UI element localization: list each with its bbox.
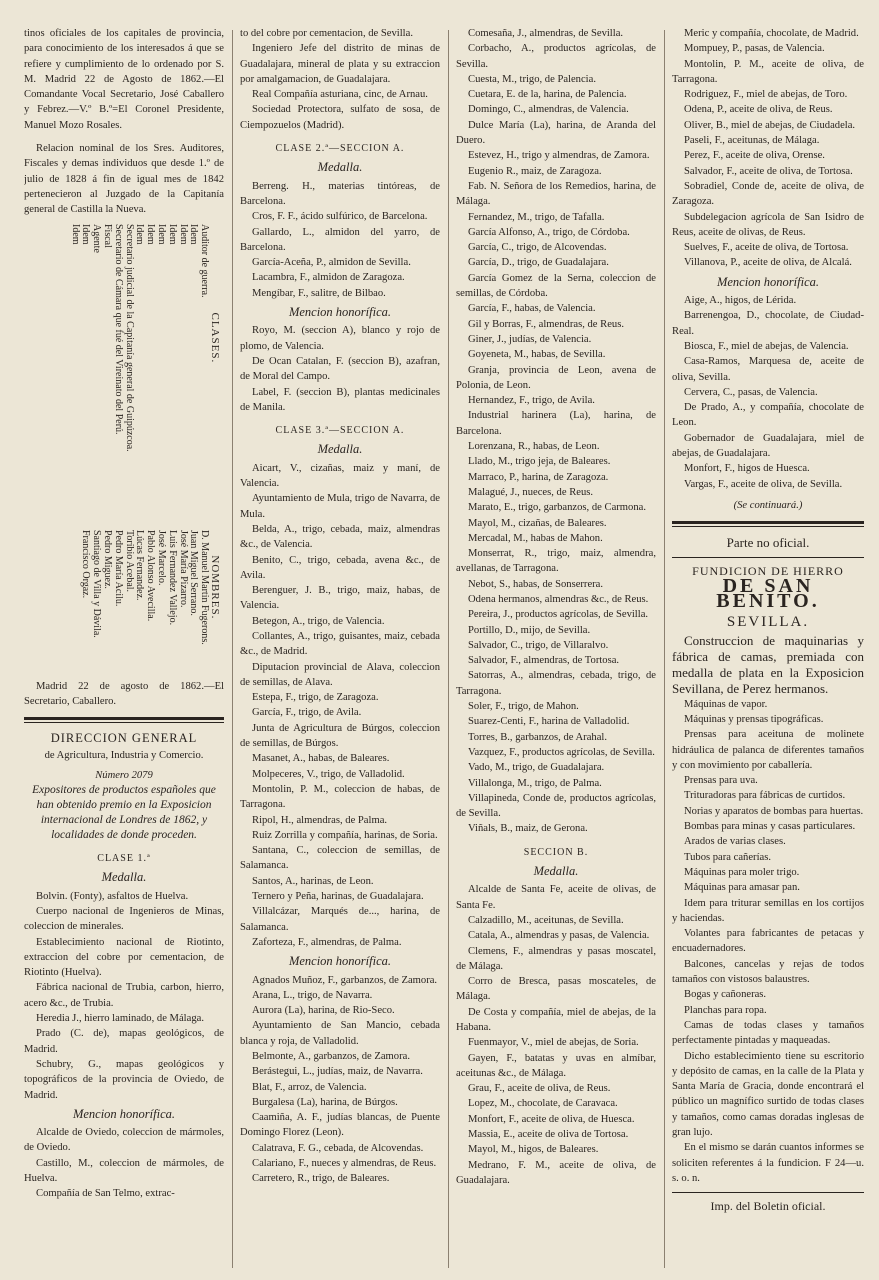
ad-item: Dicho establecimiento tiene su escritorio y depósito de camas, en la calle de la Plata y Santa María de Gracia, donde encontrará el público un magnífico surtido de todas clases y tamaños, como camas doradas inglesas de gran lujo. — [672, 1050, 864, 1138]
list-item: García, D., trigo, de Guadalajara. — [468, 257, 609, 269]
list-item: Cervera, C., pasas, de Valencia. — [684, 386, 818, 398]
list-item: Lopez, M., chocolate, de Caravaca. — [468, 1098, 618, 1110]
list-item: Calatrava, F. G., cebada, de Alcovendas. — [252, 1142, 424, 1154]
list-item: Betegon, A., trigo, de Valencia. — [252, 615, 385, 627]
nombres-item: Francisco Orgaz. — [80, 529, 92, 598]
clases-item: Idem — [166, 223, 178, 245]
list-item: Establecimiento nacional de Riotinto, extraccion del cobre por cementacion, de Riotinto (Huelva). — [24, 936, 224, 979]
list-item: Berástegui, L., judías, maiz, de Navarra. — [252, 1066, 423, 1078]
list-item: Blat, F., arroz, de Valencia. — [252, 1081, 367, 1093]
list-item: Zaforteza, F., almendras, de Palma. — [252, 936, 402, 948]
list-item: Carretero, R., trigo, de Baleares. — [252, 1173, 390, 1185]
column-4 — [672, 26, 864, 1276]
list-item: Cuesta, M., trigo, de Palencia. — [468, 73, 596, 85]
list-item: Villalonga, M., trigo, de Palma. — [468, 777, 602, 789]
list-item: Monfort, F., aceite de oliva, de Huesca. — [468, 1113, 635, 1125]
list-item: Alcalde de Santa Fe, aceite de olivas, de Santa Fe. — [456, 884, 656, 911]
list-item: Subdelegacion agrícola de San Isidro de Reus, aceite de olivas, de Reus. — [672, 211, 864, 238]
numero: Número 2079 — [95, 769, 153, 781]
intro-paragraph: tinos oficiales de los capitales de provincia, para conocimiento de los interesados á que se refiere y cumplimiento de lo ordenado por S. M. Madrid 22 de Agosto de 1862.—El Comandante Vocal Secretario, José Caballero y Febrez.—V.º B.º=El Coronel Presidente, Manuel Mozo Rosales. — [24, 28, 224, 131]
ad-item: Arados de varias clases. — [684, 836, 786, 848]
list-item: Estepa, F., trigo, de Zaragoza. — [252, 692, 379, 704]
single-rule — [672, 1192, 864, 1193]
column-divider — [232, 30, 233, 1268]
double-rule — [24, 717, 224, 723]
clases-item: Auditor de guerra. — [199, 223, 211, 298]
clases-item: Idem — [145, 223, 157, 245]
list-item: Ayuntamiento de Mula, trigo de Navarra, de Mula. — [240, 493, 440, 520]
list-item: Corbacho, A., productos agrícolas, de Sevilla. — [456, 43, 656, 70]
list-item: Ayuntamiento de San Mancio, cebada blanca y roja, de Valladolid. — [240, 1020, 440, 1047]
double-rule — [672, 521, 864, 527]
list-item: Belmonte, A., garbanzos, de Zamora. — [252, 1051, 410, 1062]
list-item: Prado (C. de), mapas geológicos, de Madrid. — [24, 1028, 224, 1055]
mencion-heading: Mencion honorífica. — [288, 954, 392, 969]
list-item: to del cobre por cementacion, de Sevilla. — [240, 28, 413, 39]
list-item: Gobernador de Guadalajara, miel de abejas, de Guadalajara. — [672, 432, 864, 460]
list-item: Mayol, M., higos, de Baleares. — [468, 1144, 599, 1156]
list-item: Medrano, F. M., aceite de oliva, de Guadalajara. — [456, 1159, 656, 1186]
list-item: Cuetara, E. de la, harina, de Palencia. — [468, 89, 627, 101]
list-item: Real Compañía asturiana, cinc, de Arnau. — [252, 89, 428, 101]
direccion-subtitle: de Agricultura, Industria y Comercio. — [44, 750, 204, 762]
list-item: Montolin, P. M., coleccion de habas, de Tarragona. — [240, 783, 440, 811]
list-item: Marraco, P., harina, de Zaragoza. — [468, 471, 609, 483]
ad-intro: Construccion de maquinarias y fábrica de camas, premiada con medalla de plata en la Exposicion Sevillana, de Perez hermanos. — [672, 632, 864, 696]
list-item: Viñals, B., maiz, de Gerona. — [468, 823, 588, 835]
mencion-heading: Mencion honorífica. — [72, 1106, 176, 1121]
nombres-item: Santiago de Villa y Dávila. — [91, 529, 103, 638]
list-item: Perez, F., aceite de oliva, Orense. — [684, 150, 825, 162]
list-item: Satorras, A., almendras, cebada, trigo, de Tarragona. — [456, 670, 656, 697]
list-item: Salvador, C., trigo, de Villaralvo. — [468, 639, 609, 651]
clases-item: Idem — [69, 223, 81, 245]
list-item: García Gomez de la Serna, coleccion de semillas, de Córdoba. — [456, 272, 656, 300]
ad-item: Bogas y cañoneras. — [684, 989, 767, 1001]
list-item: Arana, L., trigo, de Navarra. — [252, 989, 373, 1001]
list-item: Giner, J., judías, de Valencia. — [468, 333, 592, 345]
clases-item: Idem — [80, 223, 92, 245]
list-item: Corro de Bresca, pasas moscateles, de Málaga. — [456, 976, 656, 1003]
mencion-heading: Mencion honorífica. — [716, 274, 820, 289]
list-item: Masanet, A., habas, de Baleares. — [252, 753, 390, 765]
list-item: Barrenengoa, D., chocolate, de Ciudad-Real. — [672, 310, 864, 337]
list-item: Burgalesa (La), harina, de Búrgos. — [252, 1096, 398, 1108]
nombres-item: Lúcas Fernandez. — [134, 529, 146, 601]
clases-header: CLASES. — [209, 312, 221, 363]
ad-item: Trituradoras para fábricas de curtidos. — [684, 790, 846, 802]
clases-item: Idem — [156, 223, 168, 245]
list-item: Monfort, F., higos de Huesca. — [684, 463, 810, 475]
ad-item: Balcones, cancelas y rejas de todos tamaños con vistosos balaustres. — [672, 958, 864, 986]
list-item: De Prado, A., y compañía, chocolate de Leon. — [672, 402, 864, 429]
nombres-item: Pablo Alonso Avecilla. — [145, 529, 157, 621]
ad-item: Bombas para minas y casas particulares. — [684, 821, 856, 833]
list-item: Gil y Borras, F., almendras, de Reus. — [468, 318, 624, 330]
list-item: Bolvin. (Fonty), asfaltos de Huelva. — [36, 890, 189, 902]
list-item: Agnados Muñoz, F., garbanzos, de Zamora. — [252, 974, 438, 986]
medalla-heading: Medalla. — [101, 870, 147, 885]
clases-item: Secretario de Cámara que fué del Vireinato del Perú. — [112, 223, 124, 435]
clase-heading: CLASE 2.ª—SECCION A. — [275, 143, 405, 155]
san-benito-title: DE SAN BENITO. — [716, 574, 820, 613]
list-item: Estevez, H., trigo y almendras, de Zamora. — [468, 150, 650, 162]
list-item: Berenguer, J. B., trigo, maiz, habas, de Valencia. — [240, 585, 440, 612]
list-item: Gayen, F., batatas y uvas en almíbar, aceitunas &c., de Málaga. — [456, 1052, 656, 1079]
continuara-note: (Se continuará.) — [733, 499, 803, 511]
nombres-item: José María Pizarro. — [177, 529, 189, 608]
list-item: Ruiz Zorrilla y compañía, harinas, de Soria. — [252, 829, 438, 841]
list-item: Grau, F., aceite de oliva, de Reus. — [468, 1083, 611, 1095]
nombres-item: José Marcelo. — [156, 529, 168, 586]
column-1 — [24, 26, 224, 1276]
list-item: Ingeniero Jefe del distrito de minas de Guadalajara, mineral de plata y su extraccion por amalgamacion, de Guadalajara. — [240, 43, 440, 85]
list-item: Villapineda, Conde de, productos agrícolas, de Sevilla. — [456, 792, 656, 820]
rotated-table-names — [24, 530, 224, 675]
fundicion-title: FUNDICION DE HIERRO — [692, 563, 844, 578]
list-item: García-Aceña, P., almidon de Sevilla. — [252, 257, 411, 269]
list-item: De Costa y compañía, miel de abejas, de la Habana. — [456, 1006, 656, 1033]
list-item: Malagué, J., nueces, de Reus. — [468, 486, 594, 498]
list-item: Paseli, F., aceitunas, de Málaga. — [684, 135, 820, 147]
list-item: Soler, F., trigo, de Mahon. — [468, 701, 579, 713]
ad-item: Planchas para ropa. — [684, 1004, 767, 1016]
clases-item: Fiscal — [102, 223, 114, 248]
list-item: Calariano, F., nueces y almendras, de Reus. — [252, 1158, 437, 1170]
column-2 — [240, 26, 440, 1276]
clases-item: Idem — [177, 223, 189, 245]
list-item: Cros, F. F., ácido sulfúrico, de Barcelona. — [252, 211, 428, 223]
list-item: Clemens, F., almendras y pasas moscatel, de Málaga. — [456, 945, 656, 972]
list-item: Fab. N. Señora de los Remedios, harina, de Málaga. — [456, 180, 656, 208]
ad-item: Volantes para fabricantes de petacas y encuadernadores. — [672, 928, 864, 955]
list-item: Junta de Agricultura de Búrgos, coleccion de semillas, de Búrgos. — [240, 722, 440, 750]
list-item: Biosca, F., miel de abejas, de Valencia. — [684, 340, 849, 352]
nombres-header: NOMBRES. — [209, 554, 221, 619]
list-item: Marato, E., trigo, garbanzos, de Carmona. — [468, 502, 646, 514]
clases-item: Idem — [188, 223, 200, 245]
medalla-heading: Medalla. — [317, 160, 363, 175]
list-item: Montolin, P. M., aceite de oliva, de Tarragona. — [672, 58, 864, 85]
list-item: Cuerpo nacional de Ingenieros de Minas, coleccion de minerales. — [24, 905, 224, 933]
closing-line: Madrid 22 de agosto de 1862.—El Secretario, Caballero. — [24, 680, 224, 707]
ad-item: Idem para triturar semillas en los cortijos y haciendas. — [672, 897, 864, 924]
list-item: Fuenmayor, V., miel de abejas, de Soria. — [468, 1037, 639, 1049]
list-item: Villalcázar, Marqués de..., harina, de Salamanca. — [240, 906, 440, 933]
list-item: Oliver, B., miel de abejas, de Ciudadela. — [684, 119, 856, 131]
list-item: Lacambra, F., almidon de Zaragoza. — [252, 272, 405, 284]
list-item: Aicart, V., cizañas, maiz y maní, de Valencia. — [240, 462, 440, 490]
ad-item: Norias y aparatos de bombas para huertas. — [684, 805, 864, 817]
column-divider — [448, 30, 449, 1268]
nombres-item: Pedro María Acilu. — [112, 529, 124, 606]
ad-item: Camas de todas clases y tamaños perfectamente pintadas y maqueadas. — [672, 1019, 864, 1047]
clases-list — [69, 224, 220, 452]
list-item: Heredia J., hierro laminado, de Málaga. — [36, 1013, 204, 1025]
list-item: Suelves, F., aceite de oliva, de Tortosa. — [684, 242, 849, 254]
list-item: Salvador, F., aceite de oliva, de Tortosa. — [684, 165, 853, 177]
list-item: Royo, M. (seccion A), blanco y rojo de plomo, de Valencia. — [240, 325, 440, 352]
nombres-item: Toribio Acebal. — [123, 529, 135, 592]
list-item: Massia, E., aceite de oliva de Tortosa. — [468, 1129, 629, 1141]
expositores-title: Expositores de productos españoles que han obtenido premio en la Exposicion internacional de Londres de 1862, y localidades de donde proceden. — [32, 784, 216, 842]
ad-item: Máquinas de vapor. — [684, 698, 768, 710]
list-item: Fábrica nacional de Trubia, carbon, hierro, acero &c., de Trubia. — [24, 982, 224, 1009]
clases-item: Agente — [91, 223, 103, 253]
relacion-paragraph: Relacion nominal de los Sres. Auditores, Fiscales y demas individuos que desde 1.º de julio de 1828 á fin de igual mes de 1842 pertenecieron al Juzgado de la Capitanía general de Castilla la Nueva. — [24, 143, 224, 216]
list-item: Caamiña, A. F., judías blancas, de Puente Domingo Florez (Leon). — [240, 1112, 440, 1139]
list-item: Nebot, S., habas, de Sonserrera. — [468, 578, 604, 590]
sevilla-heading: SEVILLA. — [726, 614, 810, 631]
list-item: García, F., habas, de Valencia. — [468, 303, 596, 315]
list-item: Domingo, C., almendras, de Valencia. — [468, 104, 629, 116]
medalla-heading: Medalla. — [533, 864, 579, 879]
list-item: Vazquez, F., productos agrícolas, de Sevilla. — [468, 746, 655, 758]
list-item: Eugenio R., maiz, de Zaragoza. — [468, 165, 602, 177]
list-item: Compañía de San Telmo, extrac- — [36, 1188, 175, 1200]
list-item: Mayol, M., cizañas, de Baleares. — [468, 517, 607, 529]
list-item: Ternero y Peña, harinas, de Guadalajara. — [252, 891, 424, 903]
list-item: Belda, A., trigo, cebada, maiz, almendras &c., de Valencia. — [240, 523, 440, 551]
list-item: Odena hermanos, almendras &c., de Reus. — [468, 593, 649, 605]
list-item: Sobradiel, Conde de, aceite de oliva, de Zaragoza. — [672, 180, 864, 208]
list-item: Benito, C., trigo, cebada, avena &c., de Avila. — [240, 554, 440, 581]
list-item: Hernandez, F., trigo, de Avila. — [468, 395, 595, 407]
ad-item: Máquinas y prensas tipográficas. — [684, 713, 824, 725]
list-item: Sociedad Protectora, sulfato de sosa, de Ciempozuelos (Madrid). — [240, 104, 440, 131]
list-item: García Alfonso, A., trigo, de Córdoba. — [468, 226, 630, 238]
list-item: Diputacion provincial de Alava, coleccion de semillas, de Alava. — [240, 661, 440, 688]
mencion-heading: Mencion honorífica. — [288, 305, 392, 320]
list-item: Meric y compañía, chocolate, de Madrid. — [684, 28, 859, 39]
list-item: Mompuey, P., pasas, de Valencia. — [684, 43, 825, 55]
list-item: Salvador, F., almendras, de Tortosa. — [468, 655, 620, 667]
medalla-heading: Medalla. — [317, 442, 363, 457]
ad-item: Máquinas para amasar pan. — [684, 882, 800, 894]
nombres-item: Juan Miguel Serrano. — [188, 529, 200, 616]
nombres-item: Luis Fernandez Vallejo. — [166, 529, 178, 625]
list-item: Mercadal, M., habas de Mahon. — [468, 532, 603, 544]
nombres-item: Pedro Miguez. — [102, 529, 114, 589]
list-item: Aurora (La), harina, de Rio-Seco. — [252, 1005, 395, 1017]
clases-item: Secretario judicial de la Capitanía general de Guipúzcoa. — [123, 223, 135, 452]
seccion-heading: SECCION B. — [523, 846, 589, 858]
list-item: Molpeceres, V., trigo, de Valladolid. — [252, 768, 405, 780]
list-item: Schubry, G., mapas geológicos y topográficos de la provincia de Oviedo, de Madrid. — [24, 1058, 224, 1101]
clase-heading: CLASE 1.ª — [97, 853, 151, 865]
list-item: Odena, P., aceite de oliva, de Reus. — [684, 104, 833, 116]
list-item: Llado, M., trigo jeja, de Baleares. — [468, 456, 611, 468]
column-3 — [456, 26, 656, 1276]
list-item: García, F., trigo, de Avila. — [252, 707, 362, 719]
list-item: Villanova, P., aceite de oliva, de Alcalá. — [684, 257, 852, 269]
list-item: Dulce María (La), harina, de Aranda del Duero. — [456, 119, 656, 147]
column-divider — [664, 30, 665, 1268]
list-item: Rodriguez, F., miel de abejas, de Toro. — [684, 89, 848, 101]
list-item: Santana, C., coleccion de semillas, de Salamanca. — [240, 845, 440, 872]
parte-no-oficial: Parte no oficial. — [726, 535, 810, 551]
list-item: Monserrat, R., trigo, maiz, almendra, avellanas, de Tarragona. — [456, 548, 656, 575]
rotated-table — [24, 224, 224, 524]
list-item: Vado, M., trigo, de Guadalajara. — [468, 762, 605, 774]
nombres-item: D. Manuel Martin Fugerons. — [199, 529, 211, 645]
list-item: Collantes, A., trigo, guisantes, maiz, cebada &c., de Madrid. — [240, 630, 440, 658]
list-item: Fernandez, M., trigo, de Tafalla. — [468, 211, 605, 223]
clases-item: Idem — [134, 223, 146, 245]
nombres-list — [80, 530, 220, 645]
list-item: Ripol, H., almendras, de Palma. — [252, 814, 388, 826]
list-item: Label, F. (seccion B), plantas medicinales de Manila. — [240, 386, 440, 413]
list-item: Santos, A., harinas, de Leon. — [252, 875, 374, 887]
list-item: Berreng. H., materias tintóreas, de Barcelona. — [240, 180, 440, 207]
ad-item: Máquinas para moler trigo. — [684, 866, 800, 878]
list-item: Pereira, J., productos agrícolas, de Sevilla. — [468, 609, 649, 621]
list-item: García, C., trigo, de Alcovendas. — [468, 242, 607, 254]
list-item: Granja, provincia de Leon, avena de Polonia, de Leon. — [456, 364, 656, 391]
list-item: Catala, A., almendras y pasas, de Valencia. — [468, 930, 650, 942]
list-item: Industrial harinera (La), harina, de Barcelona. — [456, 410, 656, 437]
direccion-title: DIRECCION GENERAL — [50, 731, 198, 746]
list-item: Gallardo, L., almidon del yarro, de Barcelona. — [240, 226, 440, 253]
list-item: Comesaña, J., almendras, de Sevilla. — [468, 28, 624, 39]
ad-item: Prensas para uva. — [684, 775, 758, 787]
list-item: Calzadillo, M., aceitunas, de Sevilla. — [468, 914, 624, 926]
list-item: Goyeneta, M., habas, de Sevilla. — [468, 349, 606, 361]
list-item: Vargas, F., aceite de oliva, de Sevilla. — [684, 478, 843, 490]
single-rule — [672, 557, 864, 558]
ad-item: Prensas para aceituna de molinete hidráulica de palanca de diferentes tamaños y con movimiento por caballería. — [672, 729, 864, 771]
list-item: Mengíbar, F., salitre, de Bilbao. — [252, 287, 386, 299]
ad-item: En el mismo se darán cuantos informes se soliciten referentes á la fundicion. F 24—u. s. o. n. — [672, 1142, 864, 1184]
list-item: Castillo, M., coleccion de mármoles, de Huelva. — [24, 1157, 224, 1184]
list-item: Lorenzana, R., habas, de Leon. — [468, 441, 600, 453]
list-item: Torres, B., garbanzos, de Arahal. — [468, 731, 607, 743]
list-item: Portillo, D., mijo, de Sevilla. — [468, 624, 591, 636]
list-item: Casa-Ramos, Marquesa de, aceite de oliva, Sevilla. — [672, 356, 864, 383]
imprenta-footer: Imp. del Boletin oficial. — [710, 1199, 826, 1214]
ad-item: Tubos para cañerías. — [684, 851, 771, 863]
clase-heading: CLASE 3.ª—SECCION A. — [275, 425, 405, 437]
list-item: De Ocan Catalan, F. (seccion B), azafran, de Moral del Campo. — [240, 355, 440, 383]
list-item: Aige, A., higos, de Lérida. — [684, 295, 797, 307]
list-item: Alcalde de Oviedo, coleccion de mármoles, de Oviedo. — [24, 1127, 224, 1154]
list-item: Suarez-Centi, F., harina de Valladolid. — [468, 716, 630, 728]
